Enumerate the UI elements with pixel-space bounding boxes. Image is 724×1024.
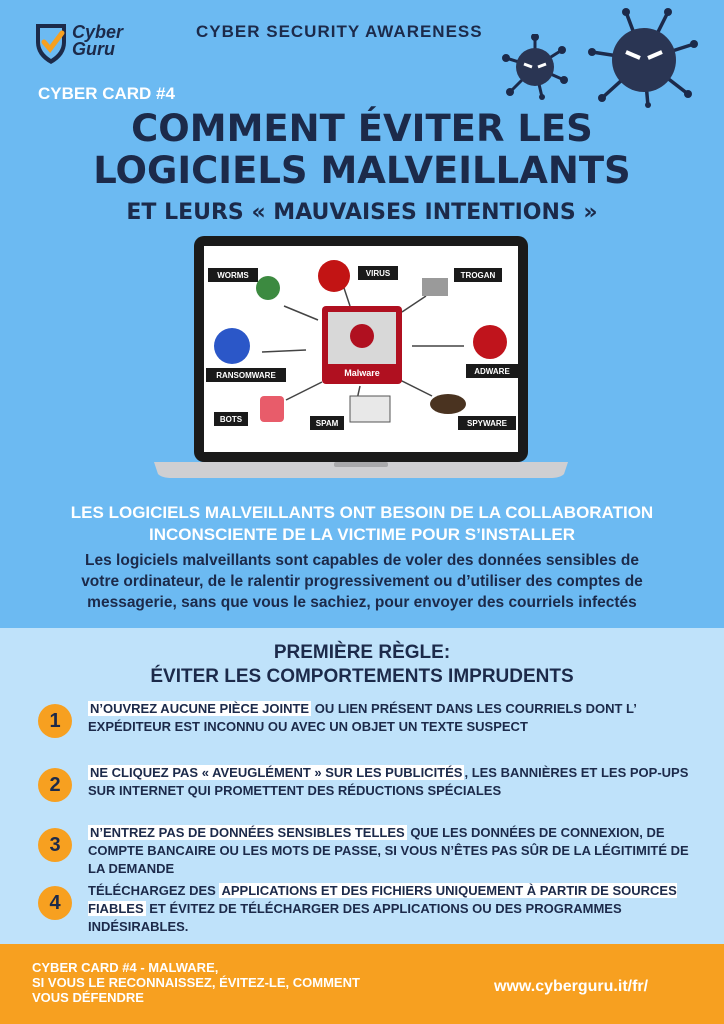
adware-icon [473, 325, 507, 359]
intro-heading [20, 502, 704, 546]
diagram-label-virus: VIRUS [365, 269, 391, 278]
rule-number-badge: 2 [38, 768, 72, 802]
intro-desc-line3: messagerie, sans que vous le sachiez, pour envoyer des courriels infectés [87, 594, 637, 611]
intro-heading-line1: LES LOGICIELS MALVEILLANTS ONT BESOIN DE LA COLLABORATION [70, 503, 654, 522]
footer [0, 944, 724, 1024]
footer-line3: VOUS DÉFENDRE [32, 990, 144, 1005]
rule-highlight: N’ENTREZ PAS DE DONNÉES SENSIBLES TELLES [90, 825, 405, 840]
spyware-icon [430, 394, 466, 414]
footer-line1: CYBER CARD #4 - MALWARE, [32, 960, 219, 975]
laptop-malware-diagram [150, 236, 572, 482]
rule-item [38, 700, 708, 740]
rule-rest: , LES BANNIÈRES ET LES POP-UPS SUR INTERNET QUI PROMETTENT DES RÉDUCTIONS SPÉCIALES [88, 765, 689, 798]
intro-heading-line2: INCONSCIENTE DE LA VICTIME POUR S’INSTALLER [149, 525, 575, 544]
rule-rest: QUE LES DONNÉES DE CONNEXION, DE COMPTE BANCAIRE OU LES MOTS DE PASSE, SI VOUS N’ÊTES PAS SÛR DE LA LÉGITIMITÉ DE LA DEMANDE [88, 825, 689, 876]
diagram-label-worms: WORMS [217, 271, 249, 280]
rule-highlight: APPLICATIONS ET DES FICHIERS UNIQUEMENT À PARTIR DE SOURCES FIABLES [88, 883, 677, 916]
rule-number-badge: 4 [38, 886, 72, 920]
virus-red-icon [318, 260, 350, 292]
rule-rest: OU LIEN PRÉSENT DANS LES COURRIELS DONT L’ EXPÉDITEUR EST INCONNU OU AVEC UN OBJET UN TEXTE SUSPECT [88, 701, 637, 734]
rule-rest: ET ÉVITEZ DE TÉLÉCHARGER DES APPLICATIONS OU DES PROGRAMMES INDÉSIRABLES. [88, 901, 622, 934]
diagram-label-malware: Malware [344, 368, 380, 378]
rule-number-badge: 3 [38, 828, 72, 862]
diagram-label-spyware: SPYWARE [466, 419, 508, 428]
logo-line1: Cyber [72, 22, 124, 42]
rule-item [38, 824, 708, 882]
virus-icon-small [502, 34, 568, 100]
footer-url-link[interactable]: www.cyberguru.it/fr/ [494, 978, 649, 995]
rule-item [38, 882, 708, 940]
rule-highlight: N’OUVREZ AUCUNE PIÈCE JOINTE [90, 701, 310, 716]
awareness-heading: CYBER SECURITY AWARENESS [196, 22, 483, 41]
intro-desc-line1: Les logiciels malveillants sont capables de voler des données sensibles de [85, 552, 639, 569]
bot-icon [260, 396, 284, 422]
title-line1: COMMENT ÉVITER LES [131, 107, 593, 150]
diagram-label-trogan: TROGAN [460, 271, 496, 280]
rule-text [88, 764, 698, 800]
rule-text [88, 824, 698, 878]
title-line2: LOGICIELS MALVEILLANTS [93, 149, 631, 192]
rule-highlight: NE CLIQUEZ PAS « AVEUGLÉMENT » SUR LES PUBLICITÉS [90, 765, 463, 780]
rule-text [88, 700, 698, 736]
rules-title-line1: PREMIÈRE RÈGLE: [273, 642, 451, 663]
footer-line2: SI VOUS LE RECONNAISSEZ, ÉVITEZ-LE, COMMENT [32, 975, 360, 990]
footer-caption [32, 960, 360, 1005]
virus-icon-large [588, 8, 700, 108]
card-number: CYBER CARD #4 [38, 84, 175, 103]
logo-line2: Guru [72, 39, 115, 59]
rule-number-badge: 1 [38, 704, 72, 738]
rules-title-line2: ÉVITER LES COMPORTEMENTS IMPRUDENTS [150, 666, 574, 687]
rule-text [88, 882, 698, 936]
rule-lead: TÉLÉCHARGEZ DES [88, 883, 220, 898]
logo-text [72, 24, 123, 58]
diagram-label-ransomware: RANSOMWARE [216, 371, 276, 380]
rule-item [38, 764, 708, 804]
subtitle: ET LEURS « MAUVAISES INTENTIONS » [126, 200, 598, 225]
intro-description [20, 550, 704, 613]
rules-section [0, 628, 724, 944]
diagram-label-bots: BOTS [219, 415, 243, 424]
diagram-label-spam: SPAM [315, 419, 339, 428]
diagram-label-adware: ADWARE [474, 367, 510, 376]
spam-envelope-icon [350, 396, 390, 422]
ransomware-icon [214, 328, 250, 364]
intro-desc-line2: votre ordinateur, de le ralentir progressivement ou d’utiliser des comptes de [81, 573, 643, 590]
